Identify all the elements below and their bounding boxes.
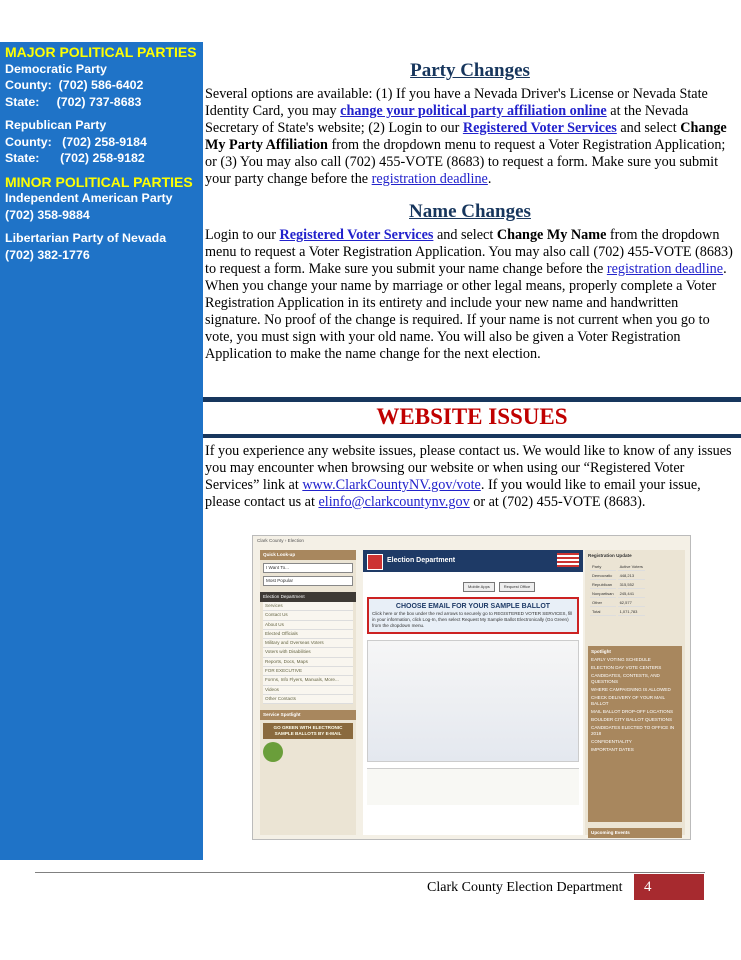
screenshot-button-row xyxy=(463,582,583,592)
democratic-county-phone: County: (702) 586-6402 xyxy=(5,78,144,92)
spotlight-link[interactable]: CONFIDENTIALITY xyxy=(591,739,632,744)
minor-parties-heading: MINOR POLITICAL PARTIES xyxy=(5,173,193,190)
text: . xyxy=(487,170,492,187)
text: Several options are available: (1) If you have a Nevada Driver's License or Nevada State Identity Card, you may xyxy=(205,86,708,119)
table-row xyxy=(590,591,645,598)
spotlight-link[interactable]: CANDIDATES ELECTED TO OFFICE IN 2018 xyxy=(591,725,675,736)
name-changes-heading: Name Changes xyxy=(409,201,531,223)
cell: 245,441 xyxy=(618,591,645,598)
nav-item[interactable]: Services xyxy=(263,602,353,611)
republican-state-phone: State: (702) 258-9182 xyxy=(5,151,145,165)
footer-department-name: Clark County Election Department xyxy=(427,880,623,895)
text: If you experience any website issues, please contact us. We would like to know of any issues you may encounter when browsing our website or when using our “Registered Voter Services” link at xyxy=(205,443,732,493)
registration-stats-table xyxy=(588,562,647,618)
nav-item[interactable]: Forms, Info Flyers, Manuals, More... xyxy=(263,676,353,685)
major-parties-heading: MAJOR POLITICAL PARTIES xyxy=(5,44,197,60)
most-popular-select[interactable]: Most Popular xyxy=(263,576,353,586)
screenshot-left-column xyxy=(260,550,356,835)
screenshot-center-column xyxy=(363,550,583,835)
spotlight-link[interactable]: WHERE CAMPAIGNING IS ALLOWED xyxy=(591,687,671,692)
nav-item[interactable]: FOR EXECUTIVE xyxy=(263,667,353,676)
email-sample-ballot-box[interactable] xyxy=(367,597,579,634)
nav-item[interactable]: Military and Overseas Voters xyxy=(263,639,353,648)
name-changes-paragraph xyxy=(205,227,735,362)
nav-item[interactable]: Elected Officials xyxy=(263,630,353,639)
registration-update-title: Registration Update xyxy=(588,553,632,558)
i-want-to-select[interactable]: I Want To... xyxy=(263,563,353,573)
cell: 62,577 xyxy=(618,600,645,607)
spotlight-link[interactable]: CHECK DELIVERY OF YOUR MAIL BALLOT xyxy=(591,695,665,706)
table-row xyxy=(590,573,645,580)
party-contacts-sidebar xyxy=(0,42,203,860)
us-flag-icon xyxy=(557,553,579,567)
party-changes-heading: Party Changes xyxy=(410,60,530,81)
spotlight-link[interactable]: EARLY VOTING SCHEDULE xyxy=(591,657,651,662)
table-row xyxy=(590,609,645,616)
email-link[interactable]: elinfo@clarkcountynv.gov xyxy=(318,493,470,510)
democratic-state-phone: State: (702) 737-8683 xyxy=(5,94,142,109)
cell: Nonpartisan xyxy=(592,591,614,596)
text: from the dropdown menu to request a Voter Registration Application; or (3) You may also call (702) 455-VOTE (8683) to request a form. Make sure you submit your party change before the xyxy=(205,136,726,187)
nav-item[interactable]: Voters with Disabilities xyxy=(263,648,353,657)
election-dept-header xyxy=(363,550,583,572)
registered-voter-services-link[interactable]: Registered Voter Services xyxy=(462,119,617,136)
website-issues-heading: WEBSITE ISSUES xyxy=(376,404,568,429)
online-registration-panel xyxy=(367,640,579,762)
cell: 1,071,783 xyxy=(618,609,645,616)
table-row xyxy=(590,564,645,571)
spotlight-link[interactable]: ELECTION DAY VOTE CENTERS xyxy=(591,665,662,670)
cell: Party xyxy=(590,564,616,571)
breadcrumb: Clark County › Election xyxy=(257,538,304,543)
party-changes-paragraph xyxy=(205,86,735,187)
header-text: Election Department xyxy=(387,557,456,564)
recycle-icon xyxy=(263,742,283,762)
text: or at (702) 455-VOTE (8683). xyxy=(469,493,646,510)
email-ballot-body: Click here or the box under the red arrows to securely go to REGISTERED VOTER SERVICES, fill in your information, click Log-In, then select Request My Sample Ballot Electronically (Go Green) from the dropdown menu. xyxy=(372,611,573,628)
independent-party-phone: (702) 358-9884 xyxy=(5,207,90,222)
divider xyxy=(203,434,741,438)
footer-rule xyxy=(35,872,705,873)
emphasis: Change My Party Affiliation xyxy=(205,119,727,153)
cell: Active Voters xyxy=(619,564,643,569)
mobile-apps-button[interactable]: Mobile Apps xyxy=(463,582,495,592)
republican-county-phone: County: (702) 258-9184 xyxy=(5,134,147,149)
libertarian-party-phone: (702) 382-1776 xyxy=(5,247,90,262)
nevada-law-note xyxy=(367,768,579,805)
email-ballot-title: CHOOSE EMAIL FOR YOUR SAMPLE BALLOT xyxy=(395,603,551,610)
service-spotlight-heading: Service Spotlight xyxy=(260,710,356,720)
cell: Republican xyxy=(590,582,616,589)
table-row xyxy=(590,582,645,589)
text: Login to our xyxy=(205,227,280,244)
go-green-banner[interactable]: GO GREEN WITH ELECTRONIC SAMPLE BALLOTS BY E-MAIL xyxy=(263,723,353,739)
text: from the dropdown menu to request a Voter Registration Application. You may also call (702) 455-VOTE (8683) to request a form. Make sure you submit your name change before the xyxy=(205,227,733,278)
election-website-screenshot xyxy=(252,535,691,840)
nav-item[interactable]: Contact Us xyxy=(263,611,353,620)
quick-lookup-heading: Quick Look-up xyxy=(260,550,356,560)
emphasis: Change My Name xyxy=(496,227,607,244)
independent-party-name: Independent American Party xyxy=(5,191,173,205)
text: and select xyxy=(433,227,497,244)
text: . If you would like to email your issue, please contact us at xyxy=(205,476,701,510)
cell: 448,213 xyxy=(618,573,645,580)
text: and select xyxy=(616,119,681,136)
registered-voter-services-link[interactable]: Registered Voter Services xyxy=(279,227,434,244)
dept-nav-heading: Election Department xyxy=(260,592,356,602)
screenshot-right-column xyxy=(585,550,685,835)
spotlight-heading: Spotlight xyxy=(591,649,611,654)
clark-county-vote-link[interactable]: www.ClarkCountyNV.gov/vote xyxy=(302,476,481,493)
page-number: 4 xyxy=(634,874,704,900)
republican-party-name: Republican Party xyxy=(5,118,107,132)
registration-deadline-link[interactable]: registration deadline xyxy=(371,170,488,187)
cell: Total xyxy=(590,609,616,616)
table-row xyxy=(590,600,645,607)
change-party-online-link[interactable]: change your political party affiliation online xyxy=(340,102,607,119)
libertarian-party-name: Libertarian Party of Nevada xyxy=(5,231,167,245)
cell: Democratic xyxy=(590,573,616,580)
cell: 315,552 xyxy=(618,582,645,589)
website-issues-paragraph xyxy=(205,443,735,511)
spotlight-link[interactable]: BOULDER CITY BALLOT QUESTIONS xyxy=(591,717,673,722)
ballot-box-icon xyxy=(367,554,383,570)
cell: Other xyxy=(590,600,616,607)
spotlight-link[interactable]: IMPORTANT DATES xyxy=(591,747,634,752)
nav-item[interactable]: About Us xyxy=(263,621,353,630)
main-content xyxy=(205,60,735,363)
nav-item[interactable]: Videos xyxy=(263,686,353,695)
request-office-button[interactable]: Request Office xyxy=(499,582,535,592)
democratic-party-name: Democratic Party xyxy=(5,61,107,76)
nav-item[interactable]: Reports, Docs, Maps xyxy=(263,658,353,667)
registration-deadline-link[interactable]: registration deadline xyxy=(606,261,724,278)
text: . When you change your name by marriage or other legal means, properly complete a Voter Registration Application in its entirety and include your new name and handwritten signature. No proof of the change is required. If your name is not current when you go to vote, you must sign with your old name. You will also be given a Voter Registration Application to make the name change for the next election. xyxy=(205,261,727,362)
upcoming-events-heading: Upcoming Events xyxy=(588,828,682,838)
nav-item[interactable]: Other Contacts xyxy=(263,695,353,704)
spotlight-link[interactable]: MAIL BALLOT DROP-OFF LOCATIONS xyxy=(591,709,674,714)
text: at the Nevada Secretary of State's website; (2) Login to our xyxy=(205,102,689,136)
spotlight-links-box xyxy=(588,646,682,822)
spotlight-link[interactable]: CANDIDATES, CONTESTS, AND QUESTIONS xyxy=(591,673,660,684)
